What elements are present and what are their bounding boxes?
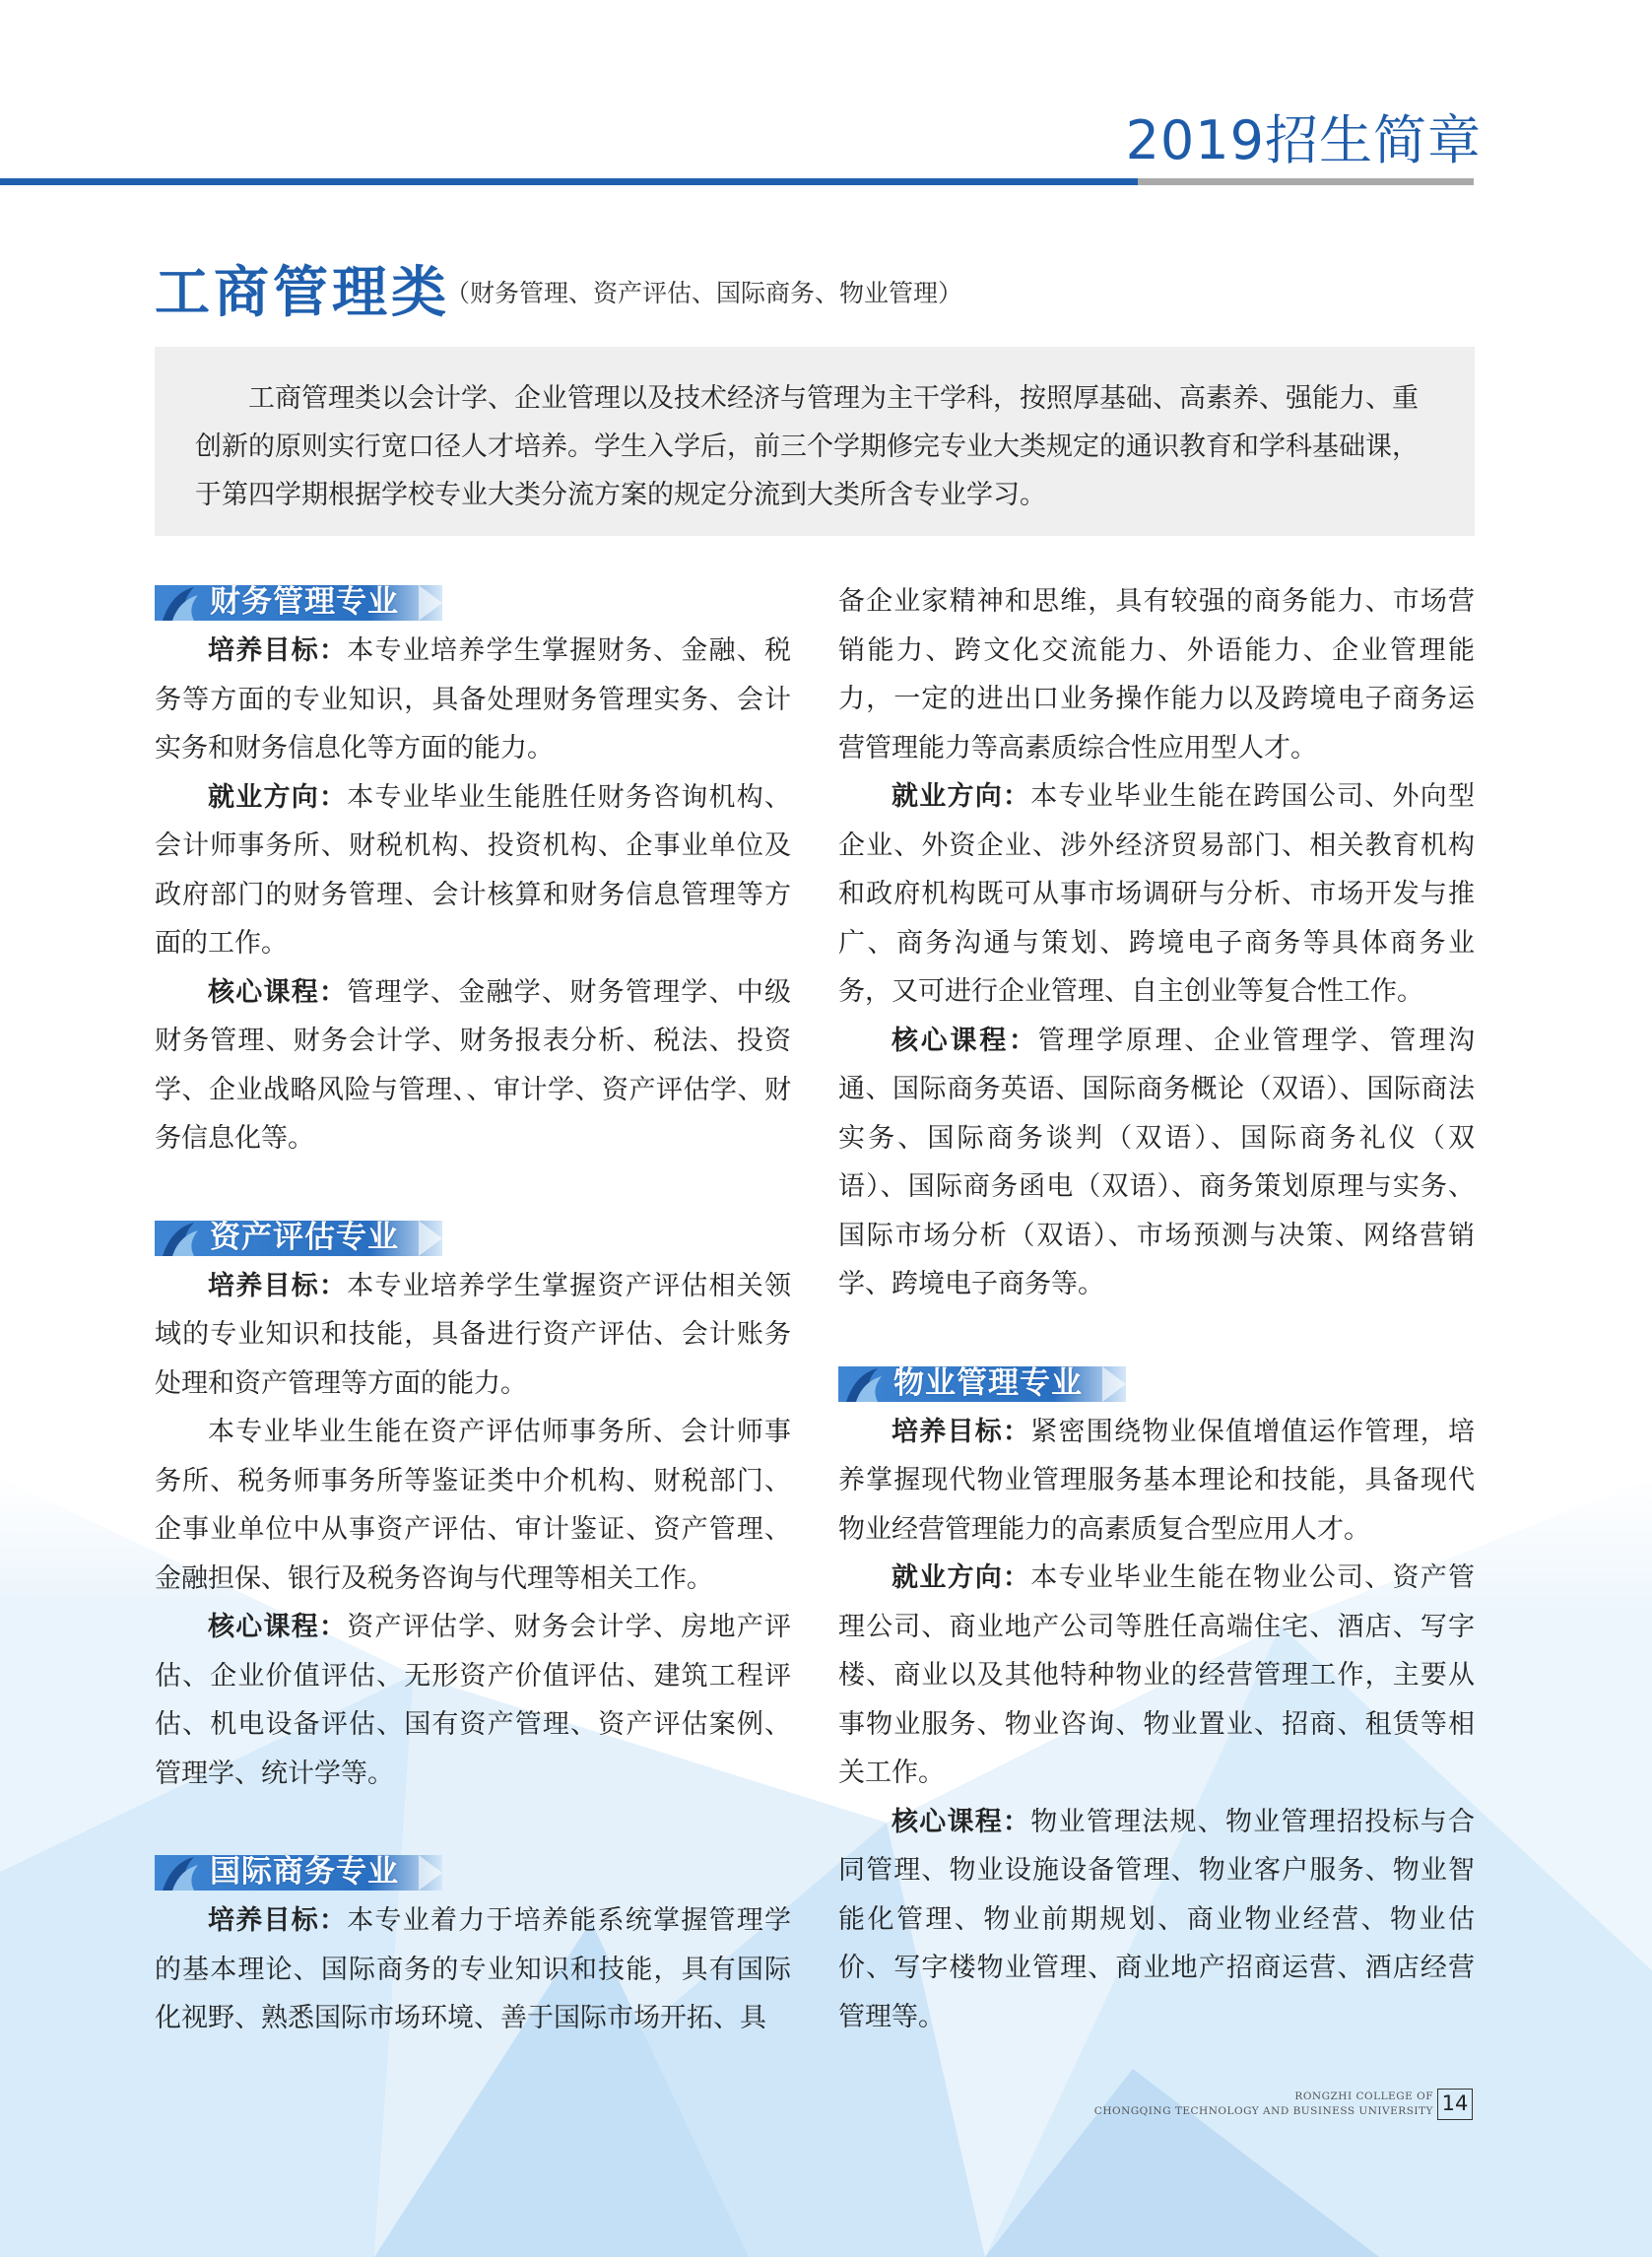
intl-goal-part2: 备企业家精神和思维，具有较强的商务能力、市场营销能力、跨文化交流能力、外语能力、企业管理能力，一定的进出口业务操作能力以及跨境电子商务运营管理能力等高素质综合性应用型人才。	[838, 586, 1475, 763]
course-text: 资产评估学、财务会计学、房地产评估、企业价值评估、无形资产价值评估、建筑工程评估、机电设备评估、国有资产管理、资产评估案例、管理学、统计学等。	[155, 1612, 791, 1789]
appraisal-goal	[155, 1262, 791, 1409]
course-label: 核心课程：	[208, 1612, 348, 1642]
career-text: 本专业毕业生能在跨国公司、外向型企业、外资企业、涉外经济贸易部门、相关教育机构和政府机构既可从事市场调研与分析、市场开发与推广、商务沟通与策划、跨境电子商务等具体商务业务，又可进行企业管理、自主创业等复合性工作。	[838, 781, 1475, 1007]
course-label: 核心课程：	[208, 976, 348, 1008]
intl-goal-part1	[155, 1896, 791, 2043]
appraisal-courses	[155, 1603, 791, 1798]
left-column	[155, 577, 791, 2043]
intl-career	[838, 772, 1475, 1017]
right-column	[838, 577, 1475, 2041]
career-label: 就业方向：	[892, 781, 1031, 812]
finance-goal	[155, 627, 791, 773]
goal-label: 培养目标：	[208, 1270, 348, 1301]
goal-text: 本专业培养学生掌握财务、金融、税务等方面的专业知识，具备处理财务管理实务、会计实务和财务信息化等方面的能力。	[155, 635, 791, 763]
career-text: 本专业毕业生能在物业公司、资产管理公司、商业地产公司等胜任高端住宅、酒店、写字楼、商业以及其他特种物业的经营管理工作，主要从事物业服务、物业咨询、物业置业、招商、租赁等相关工作。	[838, 1562, 1475, 1788]
course-text: 管理学原理、企业管理学、管理沟通、国际商务英语、国际商务概论（双语）、国际商法实务、国际商务谈判（双语）、国际商务礼仪（双语）、国际商务函电（双语）、商务策划原理与实务、国际市场分析（双语）、市场预测与决策、网络营销学、跨境电子商务等。	[838, 1025, 1476, 1299]
category-title: 工商管理类	[155, 261, 450, 325]
goal-text: 本专业培养学生掌握资产评估相关领域的专业知识和技能，具备进行资产评估、会计账务处理和资产管理等方面的能力。	[155, 1270, 791, 1399]
footer-school-name	[1094, 2090, 1433, 2119]
course-text: 管理学、金融学、财务管理学、中级财务管理、财务会计学、财务报表分析、税法、投资学、企业战略风险与管理、、审计学、资产评估学、财务信息化等。	[155, 976, 791, 1154]
intl-courses	[838, 1017, 1475, 1309]
category-subtitle: （财务管理、资产评估、国际商务、物业管理）	[445, 279, 963, 307]
career-text: 本专业毕业生能胜任财务咨询机构、会计师事务所、财税机构、投资机构、企事业单位及政府部门的财务管理、会计核算和财务信息管理等方面的工作。	[155, 781, 791, 959]
section-heading-label: 财务管理专业	[210, 584, 399, 621]
footer-school-line2: CHONGQING TECHNOLOGY AND BUSINESS UNIVERSITY	[1093, 2105, 1433, 2117]
property-goal	[838, 1408, 1475, 1555]
header-rule-gray	[1138, 178, 1474, 185]
career-label: 就业方向：	[208, 781, 348, 813]
property-courses	[838, 1798, 1475, 2042]
finance-career	[155, 773, 791, 968]
goal-label: 培养目标：	[208, 635, 348, 666]
course-label: 核心课程：	[892, 1806, 1031, 1837]
career-label: 就业方向：	[892, 1562, 1031, 1593]
course-label: 核心课程：	[892, 1025, 1038, 1056]
section-heading-label: 物业管理专业	[893, 1364, 1083, 1401]
section-heading-intl	[155, 1853, 442, 1892]
section-heading-label: 资产评估专业	[210, 1219, 399, 1255]
section-heading-finance	[155, 583, 442, 623]
section-heading-appraisal	[155, 1219, 442, 1258]
section-heading-property	[838, 1364, 1126, 1404]
goal-text: 紧密围绕物业保值增值运作管理，培养掌握现代物业管理服务基本理论和技能，具备现代物业经营管理能力的高素质复合型应用人才。	[838, 1416, 1475, 1545]
header-rule-blue	[0, 178, 1138, 185]
page-number: 14	[1437, 2089, 1473, 2120]
goal-label: 培养目标：	[208, 1905, 348, 1936]
category-intro-box	[155, 347, 1475, 536]
goal-text: 本专业着力于培养能系统掌握管理学的基本理论、国际商务的专业知识和技能，具有国际化视野、熟悉国际市场环境、善于国际市场开拓、具	[155, 1905, 791, 2033]
category-intro-text: 工商管理类以会计学、企业管理以及技术经济与管理为主干学科，按照厚基础、高素养、强能力、重创新的原则实行宽口径人才培养。学生入学后，前三个学期修完专业大类规定的通识教育和学科基础课，于第四学期根据学校专业大类分流方案的规定分流到大类所含专业学习。	[195, 383, 1419, 510]
course-text: 物业管理法规、物业管理招投标与合同管理、物业设施设备管理、物业客户服务、物业智能化管理、物业前期规划、商业物业经营、物业估价、写字楼物业管理、商业地产招商运营、酒店经营管理等。	[838, 1806, 1475, 2032]
appraisal-career: 本专业毕业生能在资产评估师事务所、会计师事务所、税务师事务所等鉴证类中介机构、财税部门、企事业单位中从事资产评估、审计鉴证、资产管理、金融担保、银行及税务咨询与代理等相关工作。	[155, 1417, 791, 1594]
section-heading-label: 国际商务专业	[210, 1854, 399, 1891]
finance-courses	[155, 968, 791, 1163]
property-career	[838, 1554, 1475, 1798]
goal-label: 培养目标：	[892, 1416, 1031, 1447]
footer-school-line1: RONGZHI COLLEGE OF	[1294, 2091, 1433, 2102]
brochure-title: 2019招生简章	[1125, 109, 1482, 171]
